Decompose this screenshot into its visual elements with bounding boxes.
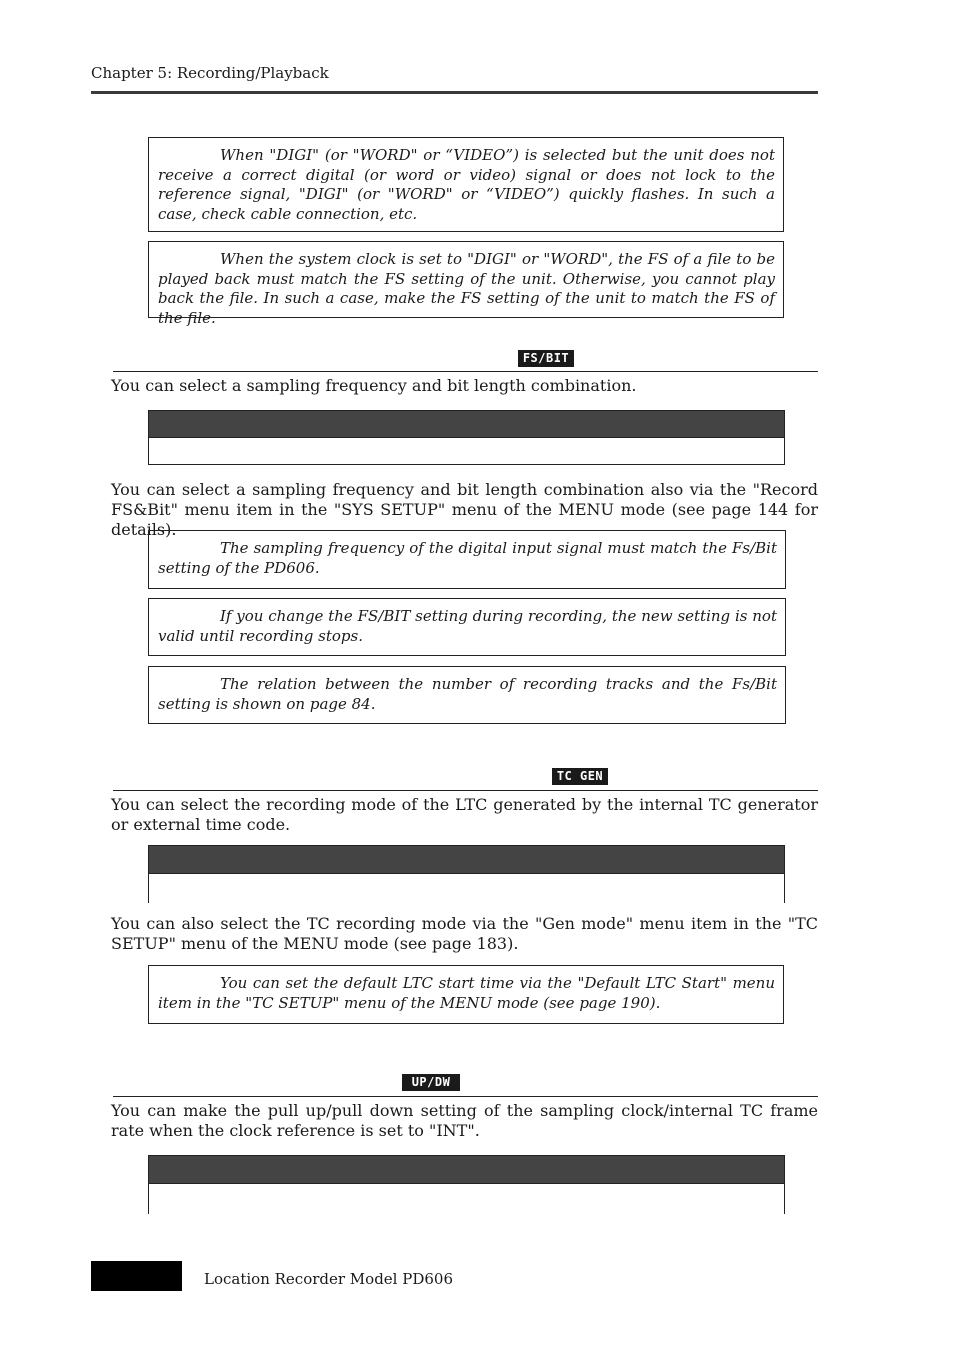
fsbit-section-rule xyxy=(113,371,818,372)
header-rule xyxy=(91,91,818,94)
note-default-ltc xyxy=(148,965,784,1024)
tcgen-intro: You can select the recording mode of the LTC generated by the internal TC generator or external time code. xyxy=(111,795,818,834)
note-sync-flash xyxy=(148,137,784,232)
updw-key-badge: UP/DW xyxy=(402,1074,460,1091)
tcgen-table xyxy=(148,845,785,903)
note-sync-flash-text: When "DIGI" (or "WORD" or “VIDEO”) is selected but the unit does not receive a correct digital (or word or video) signal or does not lock to the reference signal, "DIGI" (or "WORD" or “VIDEO”) quickly flashes. In such a case, check cable connection, etc. xyxy=(158,146,775,223)
note-default-ltc-text: You can set the default LTC start time via the "Default LTC Start" menu item in the "TC SETUP" menu of the MENU mode (see page 190). xyxy=(158,974,775,1012)
fsbit-table-header xyxy=(149,411,784,437)
footer-model-text: Location Recorder Model PD606 xyxy=(204,1270,453,1288)
updw-table-body xyxy=(149,1183,784,1214)
fsbit-intro: You can select a sampling frequency and bit length combination. xyxy=(111,376,637,395)
note-fs-match-text: When the system clock is set to "DIGI" or "WORD", the FS of a file to be played back must match the FS setting of the unit. Otherwise, you cannot play back the file. In such a case, make the FS setting of the unit to match the FS of the file. xyxy=(158,250,775,327)
note-fsbit-during-recording-text: If you change the FS/BIT setting during recording, the new setting is not valid until recording stops. xyxy=(158,607,777,645)
updw-section-rule xyxy=(113,1096,818,1097)
note-fsbit-during-recording xyxy=(148,598,786,656)
note-digital-input xyxy=(148,530,786,589)
updw-table xyxy=(148,1155,785,1214)
note-tracks-relation-text: The relation between the number of recording tracks and the Fs/Bit setting is shown on page 84. xyxy=(158,675,777,713)
tcgen-menu-text: You can also select the TC recording mode via the "Gen mode" menu item in the "TC SETUP" menu of the MENU mode (see page 183). xyxy=(111,914,818,953)
fsbit-menu-text: You can select a sampling frequency and bit length combination also via the "Record FS&Bit" menu item in the "SYS SETUP" menu of the MENU mode (see page 144 for details). xyxy=(111,480,818,539)
tcgen-table-header xyxy=(149,846,784,873)
note-fs-match xyxy=(148,241,784,327)
note-digital-input-text: The sampling frequency of the digital input signal must match the Fs/Bit setting of the PD606. xyxy=(158,539,777,577)
tcgen-section-rule xyxy=(113,790,818,791)
tcgen-table-body xyxy=(149,873,784,903)
updw-table-header xyxy=(149,1156,784,1183)
page-number-block xyxy=(91,1261,182,1291)
updw-intro: You can make the pull up/pull down setting of the sampling clock/internal TC frame rate when the clock reference is set to "INT". xyxy=(111,1101,818,1140)
fsbit-table-body xyxy=(149,437,784,464)
note-tracks-relation xyxy=(148,666,786,724)
fsbit-key-badge: FS/BIT xyxy=(518,350,574,367)
chapter-header: Chapter 5: Recording/Playback xyxy=(91,64,329,82)
fsbit-table xyxy=(148,410,785,465)
tcgen-key-badge: TC GEN xyxy=(552,768,608,785)
